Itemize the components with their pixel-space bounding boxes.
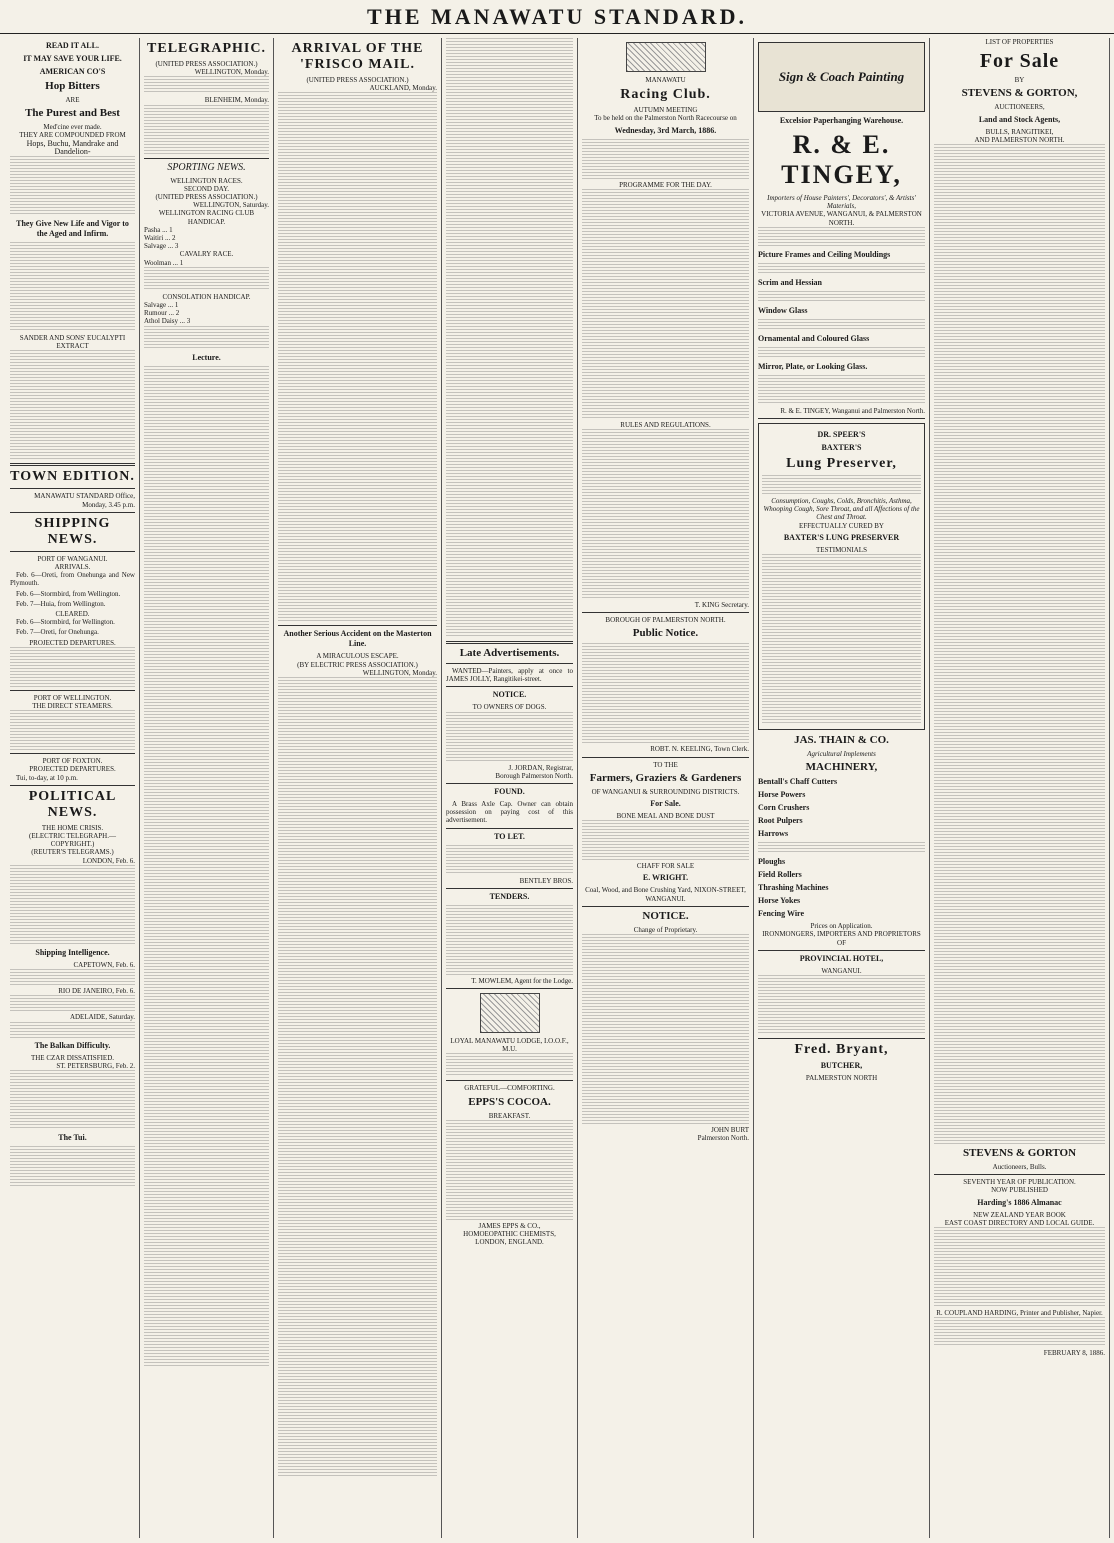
- dateline: RIO DE JANEIRO, Feb. 6.: [58, 987, 135, 996]
- product-heading: Scrim and Hessian: [758, 277, 823, 287]
- text-block: [758, 291, 925, 303]
- lung-preserver-title: Lung Preserver,: [786, 456, 897, 472]
- section-title: STEVENS & GORTON: [962, 1147, 1077, 1160]
- list-item: Feb. 6—Stormbird, from Wellington.: [16, 589, 121, 598]
- subheading: TO OWNERS OF DOGS.: [472, 703, 547, 712]
- ad-heading: The Purest and Best: [25, 107, 120, 120]
- divider: [10, 785, 135, 786]
- subheading: SEVENTH YEAR OF PUBLICATION.: [963, 1178, 1076, 1187]
- subheading: EFFECTUALLY CURED BY: [799, 521, 884, 530]
- ad-heading: AMERICAN CO'S: [39, 67, 106, 76]
- subheading: E. WRIGHT.: [642, 873, 689, 883]
- racing-club-title: Racing Club.: [620, 87, 711, 103]
- subheading: CONSOLATION HANDICAP.: [162, 292, 251, 301]
- text-block: [446, 905, 573, 975]
- text-block: [582, 934, 749, 1124]
- text-block: [144, 76, 269, 94]
- subheading: FOUND.: [494, 787, 525, 797]
- dateline: WELLINGTON, Saturday.: [193, 201, 269, 210]
- ad-text: THEY ARE COMPOUNDED FROM: [19, 131, 126, 140]
- section-title: Late Advertisements.: [459, 647, 560, 659]
- subheading: TO THE: [653, 760, 678, 769]
- subheading: LOYAL MANAWATU LODGE, I.O.O.F., M.U.: [450, 1037, 569, 1054]
- subheading: The Balkan Difficulty.: [34, 1040, 111, 1050]
- divider: [446, 828, 573, 829]
- subheading: TENDERS.: [489, 891, 530, 901]
- text-block: [10, 350, 135, 460]
- divider: [446, 988, 573, 989]
- section-title: SHIPPING NEWS.: [34, 515, 111, 547]
- sign-painting-banner: [758, 42, 925, 112]
- subheading: TESTIMONIALS: [816, 545, 867, 554]
- subheading: AND PALMERSTON NORTH.: [974, 135, 1065, 144]
- divider: [10, 753, 135, 754]
- subheading: CAVALRY RACE.: [179, 250, 234, 259]
- result-row: Rumour ... 2: [144, 309, 180, 318]
- column-1: [6, 38, 140, 1538]
- text-block: [446, 38, 573, 638]
- product-heading: Corn Crushers: [758, 803, 810, 813]
- signature: Palmerston North.: [697, 1134, 749, 1143]
- dateline: ST. PETERSBURG, Feb. 2.: [56, 1061, 135, 1070]
- divider: [758, 950, 925, 951]
- subheading: R. COUPLAND HARDING, Printer and Publisher, Napier.: [936, 1309, 1103, 1318]
- divider: [446, 686, 573, 687]
- subheading: PALMERSTON NORTH: [805, 1074, 878, 1083]
- advert-text: A Brass Axle Cap. Owner can obtain possession on paying cost of this advertisement.: [446, 800, 573, 825]
- dateline: BLENHEIM, Monday.: [204, 96, 269, 105]
- epps-cocoa-title: EPPS'S COCOA.: [468, 1095, 551, 1108]
- subheading: WANGANUI.: [821, 966, 862, 975]
- text-block: [10, 242, 135, 332]
- text-block: [582, 643, 749, 743]
- divider: [934, 1174, 1105, 1175]
- product-heading: Ploughs: [758, 857, 786, 867]
- subheading: Prices on Application.: [810, 922, 873, 931]
- subheading: (UNITED PRESS ASSOCIATION.): [155, 60, 258, 68]
- product-heading: Ornamental and Coloured Glass: [758, 333, 870, 343]
- divider: [10, 463, 135, 466]
- list-item: Tui, to-day, at 10 p.m.: [16, 773, 78, 782]
- subheading: Excelsior Paperhanging Warehouse.: [779, 116, 904, 125]
- text-block: [758, 347, 925, 359]
- divider: [758, 1038, 925, 1039]
- subheading: GRATEFUL—COMFORTING.: [464, 1084, 555, 1093]
- list-item: Feb. 7—Oreti, for Onehunga.: [16, 628, 99, 637]
- list-item: Feb. 7—Huia, from Wellington.: [16, 599, 106, 608]
- section-title: POLITICAL NEWS.: [28, 788, 117, 820]
- product-heading: Mirror, Plate, or Looking Glass.: [758, 361, 868, 371]
- subheading: (UNITED PRESS ASSOCIATION.): [155, 193, 258, 202]
- advert-text: WANTED—Painters, apply at once to JAMES JOLLY, Rangitikei-street.: [446, 667, 573, 684]
- subheading: Shipping Intelligence.: [35, 947, 110, 957]
- dateline: CAPETOWN, Feb. 6.: [73, 960, 135, 969]
- subheading: ARRIVALS.: [54, 563, 91, 572]
- subheading: AUTUMN MEETING: [633, 106, 698, 115]
- text-block: [10, 710, 135, 750]
- text-block: [582, 139, 749, 179]
- divider: [446, 783, 573, 784]
- for-sale-title: For Sale: [979, 50, 1060, 73]
- subheading: RULES AND REGULATIONS.: [620, 420, 711, 429]
- subheading: PROGRAMME FOR THE DAY.: [619, 180, 712, 189]
- subheading: Harding's 1886 Almanac: [977, 1197, 1062, 1207]
- text-block: [758, 263, 925, 275]
- subheading: BONE MEAL AND BONE DUST: [616, 812, 715, 821]
- subheading: To be held on the Palmerston North Racecourse on: [594, 114, 737, 123]
- subheading: NEW ZEALAND YEAR BOOK: [973, 1210, 1066, 1219]
- subheading: DR. SPEER'S: [817, 430, 866, 440]
- dateline: WELLINGTON, Monday.: [194, 68, 269, 77]
- section-title: MACHINERY,: [805, 761, 878, 774]
- dateline: WELLINGTON, Monday.: [362, 668, 437, 677]
- column-5: [578, 38, 754, 1538]
- subheading: AUCTIONEERS,: [994, 103, 1045, 112]
- divider: [582, 757, 749, 758]
- text-block: [758, 227, 925, 247]
- divider: [10, 488, 135, 489]
- list-item: Feb. 6—Oreti, from Onehunga and New Plymouth.: [10, 571, 135, 588]
- subheading: WELLINGTON RACING CLUB HANDICAP.: [158, 209, 255, 226]
- text-block: [762, 475, 921, 495]
- text-block: [758, 319, 925, 331]
- product-heading: Window Glass: [758, 305, 808, 315]
- divider: [278, 625, 437, 626]
- column-6: [754, 38, 930, 1538]
- product-heading: Picture Frames and Ceiling Mouldings: [758, 249, 891, 259]
- subheading: THE HOME CRISIS.: [41, 823, 104, 832]
- text-block: [144, 366, 269, 1366]
- newspaper-title: THE MANAWATU STANDARD.: [367, 4, 747, 29]
- text-block: [278, 92, 437, 622]
- section-title: Public Notice.: [632, 627, 699, 640]
- subheading: (REUTER'S TELEGRAMS.): [31, 848, 114, 857]
- subheading: Land and Stock Agents,: [978, 114, 1061, 124]
- subheading: Coal, Wood, and Bone Crushing Yard, NIXON-STREET, WANGANUI.: [585, 886, 746, 903]
- section-title: STEVENS & GORTON,: [961, 87, 1078, 100]
- subheading: Auctioneers, Bulls.: [992, 1163, 1047, 1172]
- divider: [10, 551, 135, 552]
- result-row: Woolman ... 1: [144, 258, 184, 267]
- divider: [446, 641, 573, 644]
- column-2: [140, 38, 274, 1538]
- divider: [10, 512, 135, 513]
- subheading: BAXTER'S: [821, 443, 862, 453]
- divider: [144, 158, 269, 159]
- ad-heading: READ IT ALL.: [46, 41, 99, 50]
- ad-heading: IT MAY SAVE YOUR LIFE.: [23, 54, 122, 63]
- result-row: Salvage ... 1: [144, 301, 179, 310]
- signature: T. KING Secretary.: [694, 601, 749, 610]
- section-title: TELEGRAPHIC.: [147, 41, 266, 56]
- subheading: PORT OF FOXTON.: [42, 757, 103, 766]
- column-3: [274, 38, 442, 1538]
- subheading: PORT OF WELLINGTON.: [33, 693, 112, 702]
- subheading: Lecture.: [192, 352, 221, 362]
- ad-text: ARE: [65, 96, 80, 104]
- signature: BENTLEY BROS.: [519, 876, 573, 885]
- text-block: [278, 677, 437, 1477]
- product-heading: Field Rollers: [758, 870, 802, 880]
- result-row: Pasha ... 1: [144, 225, 173, 234]
- subheading: BAXTER'S LUNG PRESERVER: [783, 532, 900, 542]
- subheading: EAST COAST DIRECTORY AND LOCAL GUIDE.: [944, 1218, 1095, 1227]
- text-block: [934, 1317, 1105, 1347]
- text-block: [144, 326, 269, 350]
- divider: [446, 1080, 573, 1081]
- section-title: JAS. THAIN & CO.: [794, 734, 889, 747]
- dateline: LONDON, Feb. 6.: [82, 856, 135, 865]
- text-block: [582, 189, 749, 419]
- text-block: [758, 842, 925, 854]
- ad-text: SANDER AND SONS' EUCALYPTI EXTRACT: [19, 334, 126, 351]
- result-row: Waitiri ... 2: [144, 234, 176, 243]
- subheading: PROJECTED DEPARTURES.: [29, 765, 116, 774]
- text-block: [10, 969, 135, 985]
- lodge-emblem-icon: [480, 993, 540, 1033]
- subheading: CLEARED.: [55, 610, 90, 619]
- text-block: [10, 1070, 135, 1130]
- subheading: HOMOEOPATHIC CHEMISTS,: [463, 1230, 556, 1239]
- text-block: [10, 156, 135, 216]
- divider: [582, 612, 749, 613]
- subheading: IRONMONGERS, IMPORTERS AND PROPRIETORS OF: [762, 930, 921, 947]
- product-heading: Thrashing Machines: [758, 883, 829, 893]
- divider: [582, 906, 749, 907]
- subheading: (ELECTRIC TELEGRAPH.—COPYRIGHT.): [29, 832, 116, 849]
- subheading: NOTICE.: [492, 690, 527, 700]
- ad-text: Med'cine ever made.: [43, 123, 102, 132]
- product-heading: Root Pulpers: [758, 816, 803, 826]
- subheading: (UNITED PRESS ASSOCIATION.): [306, 76, 409, 84]
- subheading: Change of Proprietary.: [633, 925, 698, 934]
- section-title: Farmers, Graziers & Gardeners: [589, 771, 742, 784]
- racing-horse-icon: [626, 42, 706, 72]
- text-block: [144, 267, 269, 291]
- product-heading: Fencing Wire: [758, 909, 804, 919]
- text-block: [758, 375, 925, 405]
- subheading: BUTCHER,: [820, 1061, 863, 1071]
- section-title: NOTICE.: [642, 909, 689, 922]
- subheading: CHAFF FOR SALE: [636, 862, 695, 871]
- subheading: Consumption, Coughs, Colds, Bronchitis, Asthma, Whooping Cough, Sore Throat, and all Affections of the Chest and Throat.: [763, 497, 920, 522]
- dateline: FEBRUARY 8, 1886.: [1043, 1349, 1105, 1358]
- text-block: [10, 1022, 135, 1038]
- ad-text: Hops, Buchu, Mandrake and Dandelion-: [26, 138, 119, 156]
- subheading: TO LET.: [494, 831, 525, 841]
- text-block: [446, 712, 573, 762]
- subheading: WELLINGTON RACES.: [170, 176, 243, 185]
- speer-advert: [758, 423, 925, 730]
- section-title: ARRIVAL OF THE 'FRISCO MAIL.: [291, 41, 424, 72]
- list-item: Feb. 6—Stormbird, for Wellington.: [16, 618, 115, 627]
- subheading: PORT OF WANGANUI.: [37, 554, 108, 563]
- section-title: SPORTING NEWS.: [167, 161, 246, 173]
- subheading: PROJECTED DEPARTURES.: [29, 638, 116, 647]
- text-block: [10, 647, 135, 687]
- product-heading: Harrows: [758, 829, 789, 839]
- subheading: For Sale.: [650, 799, 681, 809]
- subheading: THE DIRECT STEAMERS.: [32, 702, 113, 711]
- subheading: Agricultural Implements: [807, 750, 876, 759]
- dateline: AUCKLAND, Monday.: [369, 84, 437, 93]
- subheading: BREAKFAST.: [488, 1111, 531, 1120]
- signature: ROBT. N. KEELING, Town Clerk.: [650, 745, 749, 754]
- subheading: SECOND DAY.: [183, 184, 230, 193]
- text-block: [10, 1146, 135, 1186]
- text-block: [758, 975, 925, 1035]
- text-block: [762, 554, 921, 724]
- text-block: [144, 105, 269, 155]
- subheading: VICTORIA AVENUE, WANGANUI, & PALMERSTON NORTH.: [761, 210, 922, 227]
- column-7: [930, 38, 1110, 1538]
- bryant-title: Fred. Bryant,: [794, 1042, 889, 1058]
- subheading: JAMES EPPS & CO.,: [478, 1221, 541, 1230]
- product-heading: Bentall's Chaff Cutters: [758, 777, 838, 787]
- subheading: A MIRACULOUS ESCAPE.: [316, 652, 399, 661]
- product-heading: Horse Yokes: [758, 896, 801, 906]
- text-block: [10, 995, 135, 1011]
- tingey-title: R. & E. TINGEY,: [781, 130, 902, 189]
- subheading: BULLS, RANGITIKEI,: [985, 127, 1054, 136]
- column-4: [442, 38, 578, 1538]
- divider: [758, 418, 925, 419]
- text-block: [934, 144, 1105, 1144]
- signature: R. & E. TINGEY, Wanganui and Palmerston North.: [780, 406, 925, 415]
- subheading: Importers of House Painters', Decorators', & Artists' Materials,: [767, 194, 916, 211]
- text-block: [446, 845, 573, 875]
- signature: Borough Palmerston North.: [495, 771, 573, 780]
- result-row: Salvage ... 3: [144, 242, 179, 251]
- subheading: LONDON, ENGLAND.: [475, 1238, 544, 1247]
- text-block: [582, 429, 749, 599]
- product-heading: Horse Powers: [758, 790, 806, 800]
- section-title: TOWN EDITION.: [10, 469, 135, 485]
- dateline: ADELAIDE, Saturday.: [69, 1013, 135, 1022]
- subheading: Wednesday, 3rd March, 1886.: [614, 125, 717, 135]
- subheading: THE CZAR DISSATISFIED.: [30, 1053, 115, 1062]
- subheading: BY: [1014, 76, 1025, 85]
- signature: J. JORDAN, Registrar,: [508, 763, 573, 772]
- subheading: NOW PUBLISHED: [991, 1186, 1048, 1195]
- subheading: LIST OF PROPERTIES: [985, 38, 1054, 46]
- subheading: OF WANGANUI & SURROUNDING DISTRICTS.: [591, 787, 740, 796]
- result-row: Athol Daisy ... 3: [144, 317, 191, 326]
- banner-text: Sign & Coach Painting: [778, 68, 905, 84]
- subheading: Another Serious Accident on the Masterton Line.: [283, 629, 432, 649]
- subheading: MANAWATU: [645, 76, 686, 84]
- dateline: MANAWATU STANDARD Office, Monday, 3.45 p.m.: [34, 492, 135, 509]
- divider: [446, 888, 573, 889]
- subheading: (BY ELECTRIC PRESS ASSOCIATION.): [297, 660, 418, 669]
- signature: JOHN BURT: [711, 1126, 749, 1135]
- signature: T. MOWLEM, Agent for the Lodge.: [471, 976, 573, 985]
- ad-heading: They Give New Life and Vigor to the Aged and Infirm.: [16, 219, 129, 239]
- text-block: [10, 865, 135, 945]
- divider: [446, 663, 573, 664]
- subheading: PROVINCIAL HOTEL,: [799, 953, 884, 963]
- text-block: [446, 1120, 573, 1220]
- hop-bitters-title: Hop Bitters: [45, 80, 100, 92]
- subheading: BOROUGH OF PALMERSTON NORTH.: [605, 616, 726, 625]
- text-block: [582, 820, 749, 860]
- masthead: [0, 0, 1114, 34]
- text-block: [446, 1053, 573, 1077]
- divider: [10, 690, 135, 691]
- subheading: The Tui.: [58, 1132, 87, 1142]
- text-block: [934, 1227, 1105, 1307]
